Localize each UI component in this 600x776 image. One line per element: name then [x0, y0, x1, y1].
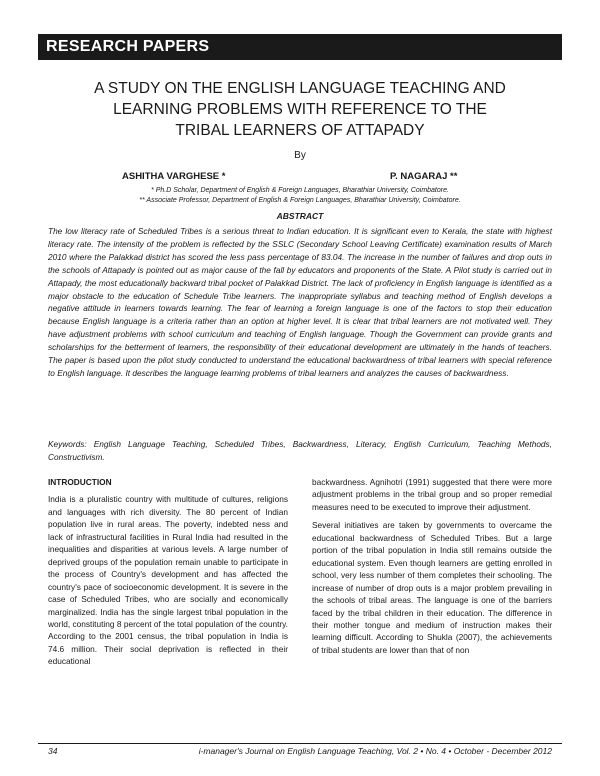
page-number: 34 [48, 746, 58, 756]
paper-title [60, 78, 540, 141]
affiliation-second: ** Associate Professor, Department of English & Foreign Languages, Bharathiar University, Coimbatore. [139, 197, 461, 204]
right-column [312, 476, 552, 662]
affiliation-first: * Ph.D Scholar, Department of English & Foreign Languages, Bharathiar University, Coimbatore. [151, 187, 449, 194]
abstract-text: The low literacy rate of Scheduled Tribes is a serious threat to Indian education. It is significant even to Kerala, the state with highest literacy rate. The intensity of the problem is reflected by the SSLC (Secondary School Leaving Certificate) examination results of March 2010 where the Palakkad district has scored the less pass percentage of 83.04. The increase in the number of failures and drop outs in the schools of Attapady is pointed out as major cause of the fall by educators and proponents of the State. A Pilot study is carried out in Attapady, the most educationally backward tribal pocket of Palakkad District. The lack of proficiency in English language is identified as a major obstacle to the education of Schedule Tribe learners. The inappropriate syllabus and teaching method of English develops a negative attitude in learners towards learning. The fear of learning a foreign language is one of the factors to stop their education because English language is a criteria rather than an option at higher level. It is clear that tribal learners are not motivated well. They have adjustment problems with school curriculum and teaching of English language. Though the Government can provide grants and scholarships for the betterment of learners, the responsibility of their educational development are ultimately in the hands of teachers. The paper is based upon the pilot study conducted to understand the educational backwardness of tribal learners with special reference to English language. It describes the language learning problems of tribal learners and analyzes the causes of backwardness. [48, 226, 552, 378]
title-line-2: LEARNING PROBLEMS WITH REFERENCE TO THE [113, 101, 487, 118]
title-line-1: A STUDY ON THE ENGLISH LANGUAGE TEACHING AND [94, 80, 506, 97]
introduction-heading: INTRODUCTION [48, 477, 112, 487]
left-column [48, 476, 288, 674]
body-paragraph: backwardness. Agnihotri (1991) suggested that there were more adjustment problems in the tribal group and so proper remedial measures need to be executed to improve their adjustment. [312, 477, 552, 512]
section-banner: RESEARCH PAPERS [38, 34, 562, 60]
abstract-heading: ABSTRACT [276, 211, 324, 221]
keywords: Keywords: English Language Teaching, Scheduled Tribes, Backwardness, Literacy, English Curriculum, Teaching Methods, Constructivism. [48, 439, 552, 462]
by-label: By [294, 150, 306, 161]
introduction-paragraph: India is a pluralistic country with multitude of cultures, religions and languages with rich diversity. The 80 percent of Indian population live in rural areas. The poverty, indebted ness and lack of infrastructural facilities in Rural India had resulted in the inequalities and disparities at various levels. A large number of deprived groups of the population remain unable to participate in the process of Country's development and has affected the country's pace of socioeconomic development. It is severe in the case of Scheduled Tribes, who are socially and economically marginalized. India has the single largest tribal population in the world, constituting 8 percent of the total population of the country. According to the 2001 census, the tribal population in India is 74.6 million. Their social deprivation is reflected in their educational [48, 494, 288, 667]
body-paragraph: Several initiatives are taken by governments to overcame the educational backwardness of Scheduled Tribes. But a large portion of the tribal population in India still remains outside the educational system. Even though learners are getting enrolled in school, very less number of them completes their schooling. The increase of number of drop outs is a major problem prevailing in the schools of tribal areas. The language is one of the barriers faced by the tribal children in their education. The difference in their mother tongue and medium of instruction makes their learning difficult. According to Shukla (2007), the achievements of tribal students are lower than that of non [312, 520, 552, 655]
journal-citation: i-manager's Journal on English Language Teaching, Vol. 2 • No. 4 • October - December 2012 [198, 746, 552, 756]
footer-rule [38, 743, 562, 744]
title-line-3: TRIBAL LEARNERS OF ATTAPADY [175, 122, 425, 139]
author-first: ASHITHA VARGHESE * [122, 171, 226, 182]
author-second: P. NAGARAJ ** [390, 171, 458, 182]
